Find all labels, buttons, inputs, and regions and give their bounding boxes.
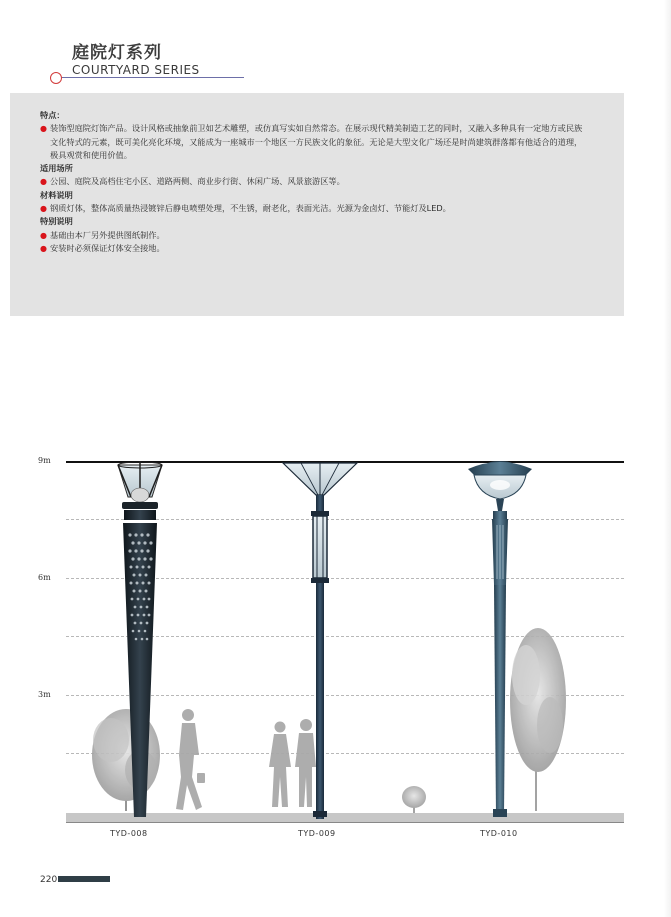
- page-subtitle: COURTYARD SERIES: [72, 63, 200, 77]
- bullet-icon: ●: [40, 177, 47, 187]
- header-rule: [58, 77, 244, 78]
- page-edge-shadow: [664, 0, 671, 917]
- page-footer-bar: [58, 876, 110, 882]
- special-heading: 特别说明: [40, 216, 73, 227]
- bullet-icon: ●: [40, 124, 47, 134]
- materials-item: ● 钢质灯体，整体高质量热浸镀锌后静电喷塑处理，不生锈，耐老化，表面光洁。光源为金卤灯、节能灯及LED。: [40, 202, 590, 215]
- lamp-tyd-010: [468, 461, 532, 817]
- bullet-icon: ●: [40, 243, 47, 253]
- model-label-tyd-009: TYD-009: [298, 829, 336, 838]
- model-label-tyd-008: TYD-008: [110, 829, 148, 838]
- bullet-icon: ●: [40, 230, 47, 240]
- info-panel: [10, 93, 624, 316]
- people-silhouettes: [176, 709, 316, 810]
- lamp-tyd-009: [283, 463, 357, 819]
- model-label-tyd-010: TYD-010: [480, 829, 518, 838]
- header-circle-icon: [50, 72, 62, 84]
- applications-item: ● 公园、庭院及高档住宅小区、道路两侧、商业步行街、休闲广场、风景旅游区等。: [40, 175, 590, 188]
- special-item: ● 安装时必须保证灯体安全接地。: [40, 242, 590, 255]
- bush: [402, 786, 426, 813]
- page-title: 庭院灯系列: [72, 43, 162, 63]
- applications-heading: 适用场所: [40, 163, 73, 174]
- scale-label-6m: 6m: [38, 573, 51, 582]
- page-number: 220: [40, 875, 58, 885]
- features-item: ● 装饰型庭院灯饰产品。设计风格或抽象前卫如艺术雕塑，或仿真写实如自然常态。在展示现代精美制造工艺的同时，又融入多种具有一定地方或民族文化特式的元素，既可美化亮化环境，又能成为一座城市一个地区一方民族文化的象征。无论是大型文化广场还是时尚建筑群落都有他适合的道理，极具观赏和使用价值。: [40, 123, 583, 160]
- tree-left: [92, 709, 160, 811]
- lamp-illustration: [66, 455, 626, 825]
- materials-heading: 材料说明: [40, 189, 73, 200]
- scale-label-9m: 9m: [38, 456, 51, 465]
- special-item: ● 基础由本厂另外提供图纸制作。: [40, 229, 590, 242]
- info-panel-text: [40, 109, 590, 255]
- features-heading: 特点：: [40, 110, 65, 120]
- tree-right: [510, 628, 566, 811]
- scale-label-3m: 3m: [38, 690, 51, 699]
- bullet-icon: ●: [40, 204, 47, 214]
